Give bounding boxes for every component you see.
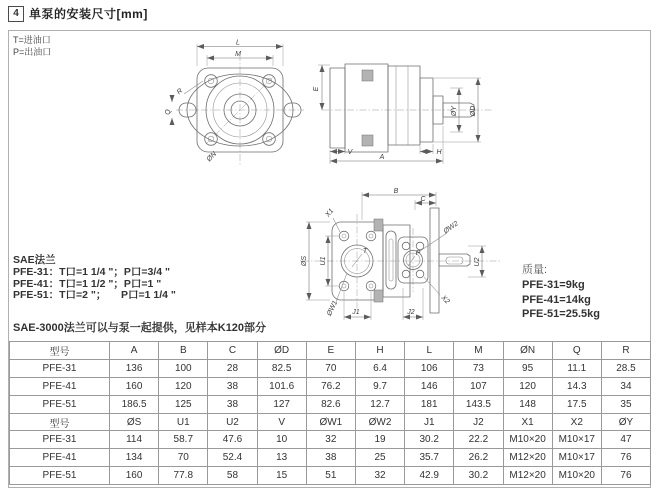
value-cell: 82.6	[306, 395, 355, 413]
dim-label-E: E	[313, 86, 320, 92]
model-cell: 型号	[10, 342, 110, 360]
dim-label-V: V	[347, 149, 353, 156]
value-cell: 120	[159, 377, 208, 395]
value-cell: 125	[159, 395, 208, 413]
dim-label-B: B	[393, 188, 399, 195]
value-cell: E	[306, 342, 355, 360]
value-cell: ØW2	[355, 413, 404, 431]
page-title: 单泵的安装尺寸[mm]	[29, 7, 148, 21]
sae-flange-line: PFE-31：T口=1 1/4 "；P口=3/4 "	[13, 265, 171, 278]
value-cell: 13	[257, 449, 306, 467]
value-cell: 30.2	[405, 431, 454, 449]
port-label-P: P	[415, 250, 421, 257]
section-header	[8, 5, 148, 22]
value-cell: 95	[503, 359, 552, 377]
value-cell: 77.8	[159, 467, 208, 485]
value-cell: 9.7	[355, 377, 404, 395]
value-cell: 106	[405, 359, 454, 377]
sae-flange-heading: SAE法兰	[13, 254, 56, 266]
inlet-note: T=进油口	[13, 35, 51, 45]
dim-label-X2: X2	[439, 294, 451, 306]
value-cell: 28	[208, 359, 257, 377]
value-cell: ØY	[601, 413, 650, 431]
availability-note: SAE-3000法兰可以与泵一起提供，见样本K120部分	[13, 322, 267, 334]
value-cell: 38	[208, 377, 257, 395]
value-cell: C	[208, 342, 257, 360]
table-header-block-1	[10, 342, 651, 360]
value-cell: 146	[405, 377, 454, 395]
value-cell: M10×17	[552, 449, 601, 467]
sae-flange-line: PFE-41：T口=1 1/2 "；P口=1 "	[13, 277, 162, 290]
table-row	[10, 395, 651, 413]
dimensions-table	[9, 341, 651, 485]
table-header-row	[10, 342, 651, 360]
value-cell: 28.5	[601, 359, 650, 377]
table-row	[10, 431, 651, 449]
side-view-drawing	[313, 64, 492, 164]
value-cell: M12×20	[503, 467, 552, 485]
value-cell: 186.5	[110, 395, 159, 413]
value-cell: 42.9	[405, 467, 454, 485]
value-cell: 58.7	[159, 431, 208, 449]
value-cell: J2	[454, 413, 503, 431]
value-cell: 76	[601, 467, 650, 485]
front-view-drawing	[165, 40, 304, 167]
dim-label-L: L	[236, 39, 240, 47]
value-cell: 30.2	[454, 467, 503, 485]
mass-heading: 质量:	[522, 264, 548, 276]
value-cell: 35.7	[405, 449, 454, 467]
dim-label-J2: J2	[407, 309, 415, 316]
value-cell: M10×20	[552, 467, 601, 485]
mass-line: PFE-51=25.5kg	[522, 308, 600, 321]
value-cell: Q	[552, 342, 601, 360]
model-cell: 型号	[10, 413, 110, 431]
mass-block	[522, 263, 600, 322]
value-cell: M	[454, 342, 503, 360]
dim-label-H: H	[436, 149, 442, 156]
value-cell: M10×20	[503, 431, 552, 449]
table-header-block-2	[10, 413, 651, 431]
value-cell: 15	[257, 467, 306, 485]
value-cell: 35	[601, 395, 650, 413]
model-cell: PFE-41	[10, 377, 110, 395]
value-cell: J1	[405, 413, 454, 431]
value-cell: 148	[503, 395, 552, 413]
mass-line: PFE-31=9kg	[522, 278, 585, 291]
value-cell: 76	[601, 449, 650, 467]
value-cell: 19	[355, 431, 404, 449]
table-row	[10, 467, 651, 485]
mass-line: PFE-41=14kg	[522, 293, 591, 306]
value-cell: 143.5	[454, 395, 503, 413]
value-cell: 38	[306, 449, 355, 467]
value-cell: ØD	[257, 342, 306, 360]
value-cell: A	[110, 342, 159, 360]
value-cell: 107	[454, 377, 503, 395]
value-cell: 160	[110, 377, 159, 395]
value-cell: 6.4	[355, 359, 404, 377]
value-cell: B	[159, 342, 208, 360]
dim-label-OW1: ØW1	[326, 299, 340, 318]
value-cell: M10×17	[552, 431, 601, 449]
value-cell: 181	[405, 395, 454, 413]
value-cell: 17.5	[552, 395, 601, 413]
value-cell: M12×20	[503, 449, 552, 467]
value-cell: 26.2	[454, 449, 503, 467]
value-cell: 11.1	[552, 359, 601, 377]
model-cell: PFE-51	[10, 467, 110, 485]
content-frame	[8, 30, 651, 488]
value-cell: L	[405, 342, 454, 360]
model-cell: PFE-41	[10, 449, 110, 467]
table-row	[10, 377, 651, 395]
value-cell: 10	[257, 431, 306, 449]
section-number: 4	[8, 6, 24, 22]
value-cell: 114	[110, 431, 159, 449]
value-cell: 101.6	[257, 377, 306, 395]
value-cell: 127	[257, 395, 306, 413]
value-cell: ØS	[110, 413, 159, 431]
dim-label-U2: U2	[474, 257, 481, 267]
value-cell: 70	[306, 359, 355, 377]
dim-label-M: M	[235, 51, 241, 58]
value-cell: V	[257, 413, 306, 431]
dim-label-Q: Q	[165, 109, 172, 115]
value-cell: U1	[159, 413, 208, 431]
dim-label-OW2: ØW2	[442, 220, 460, 236]
dim-label-X1: X1	[324, 207, 336, 219]
model-cell: PFE-31	[10, 359, 110, 377]
dim-label-U1: U1	[320, 256, 327, 266]
dim-label-A: A	[379, 154, 385, 161]
outlet-note: P=出油口	[13, 47, 52, 57]
value-cell: 12.7	[355, 395, 404, 413]
value-cell: 38	[208, 395, 257, 413]
value-cell: 82.5	[257, 359, 306, 377]
value-cell: 25	[355, 449, 404, 467]
table-body-block-1	[10, 359, 651, 413]
value-cell: 70	[159, 449, 208, 467]
dim-label-OS: ØS	[301, 255, 308, 267]
dim-label-J1: J1	[352, 309, 360, 316]
model-cell: PFE-51	[10, 395, 110, 413]
dim-label-OY: ØY	[451, 105, 458, 117]
value-cell: 120	[503, 377, 552, 395]
value-cell: ØN	[503, 342, 552, 360]
value-cell: 73	[454, 359, 503, 377]
value-cell: H	[355, 342, 404, 360]
value-cell: 100	[159, 359, 208, 377]
port-label-T: T	[362, 248, 368, 255]
sae-flange-line: PFE-51：T口=2 "； P口=1 1/4 "	[13, 289, 176, 302]
dim-label-R: R	[175, 87, 185, 97]
bottom-view-drawing	[301, 188, 500, 320]
value-cell: 32	[306, 431, 355, 449]
dim-label-OD: ØD	[470, 105, 477, 117]
model-cell: PFE-31	[10, 431, 110, 449]
table-row	[10, 449, 651, 467]
value-cell: 14.3	[552, 377, 601, 395]
value-cell: 52.4	[208, 449, 257, 467]
value-cell: X2	[552, 413, 601, 431]
value-cell: 32	[355, 467, 404, 485]
value-cell: 76.2	[306, 377, 355, 395]
table-header-row	[10, 413, 651, 431]
value-cell: ØW1	[306, 413, 355, 431]
sae-flange-block	[13, 255, 176, 302]
value-cell: 34	[601, 377, 650, 395]
dim-label-ON: ØN	[205, 150, 219, 164]
dim-label-C: C	[420, 196, 426, 203]
value-cell: R	[601, 342, 650, 360]
table-row	[10, 359, 651, 377]
value-cell: 160	[110, 467, 159, 485]
value-cell: 58	[208, 467, 257, 485]
value-cell: 136	[110, 359, 159, 377]
value-cell: 47.6	[208, 431, 257, 449]
value-cell: 134	[110, 449, 159, 467]
value-cell: 47	[601, 431, 650, 449]
value-cell: X1	[503, 413, 552, 431]
table-body-block-2	[10, 431, 651, 485]
value-cell: U2	[208, 413, 257, 431]
value-cell: 22.2	[454, 431, 503, 449]
value-cell: 51	[306, 467, 355, 485]
